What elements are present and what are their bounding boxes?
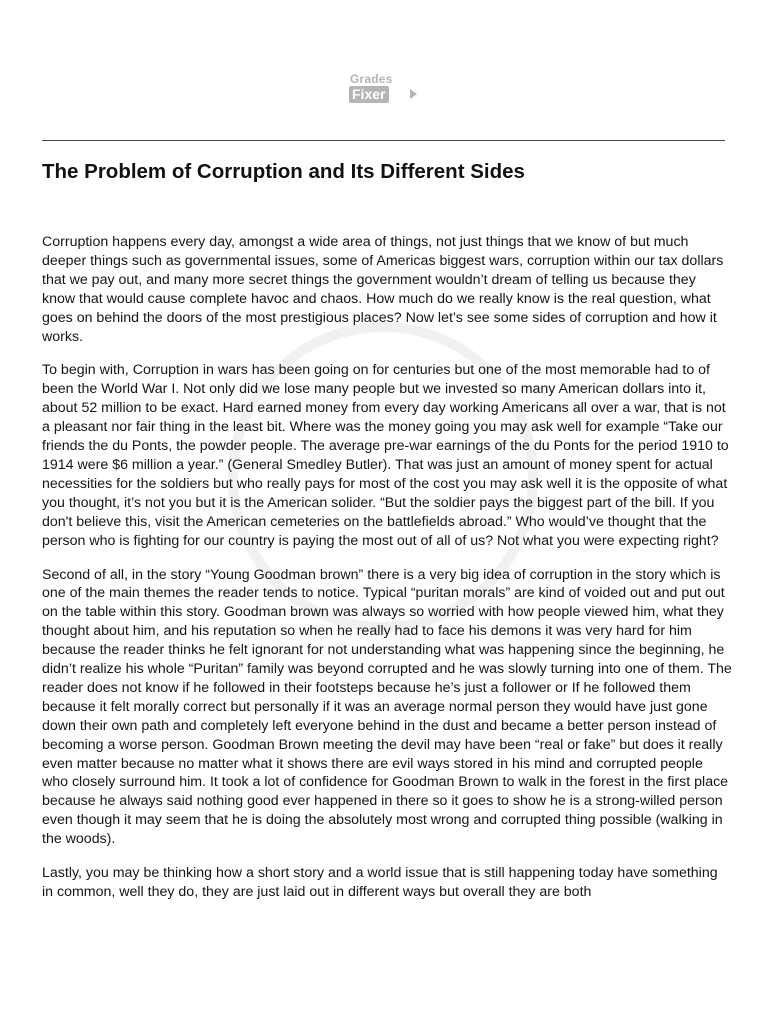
paragraph: Lastly, you may be thinking how a short story and a world issue that is still happening today have something in common, well they do, they are just laid out in different ways but overall they are both — [42, 865, 718, 900]
header-divider — [42, 140, 725, 141]
document-title: The Problem of Corruption and Its Different Sides — [42, 160, 525, 183]
logo-top-text: Grades — [350, 72, 393, 86]
logo-arrow-icon — [410, 89, 417, 99]
paragraph: Second of all, in the story “Young Goodman brown” there is a very big idea of corruption in the story which is one of the main themes the reader tends to notice. Typical “puritan morals” are kind of voided out and put out on the table within this story. Goodman brown was always so worried with how people viewed him, what they thought about him, and his reputation so when he really had to face his demons it was very hard for him because the reader thinks he felt ignorant for not understanding what was happening since the beginning, he didn’t realize his whole “Puritan” family was beyond corrupted and he was slowly turning into one of them. The reader does not know if he followed in their footsteps because he’s just a follower or If he followed them because it felt morally correct but personally if it was an average normal person they would have just gone down their own path and completely left everyone behind in the dust and became a better person instead of becoming a worse person. Goodman Brown meeting the devil may have been “real or fake” but does it really even matter because no matter what it shows there are evil ways stored in his mind and corrupted people who closely surround him. It took a lot of confidence for Goodman Brown to walk in the forest in the first place because he always said nothing good ever happened in there so it goes to show he is a strong-willed person even though it may seem that he is doing the absolutely most wrong and corrupted thing possible (walking in the woods). — [42, 566, 732, 848]
logo-box-text: Fixer — [349, 86, 389, 103]
paragraph: To begin with, Corruption in wars has been going on for centuries but one of the most memorable had to of been the World War I. Not only did we lose many people but we invested so many American dollars into it, about 52 million to be exact. Hard earned money from every day working Americans all over a war, that is not a pleasant nor fair thing in the least bit. Where was the money going you may ask well for example “Take our friends the du Ponts, the powder people. The average pre-war earnings of the du Ponts for the period 1910 to 1914 were $6 million a year.” (General Smedley Butler). That was just an amount of money spent for actual necessities for the soldiers but who really pays for most of the cost you may ask well it is the opposite of what you thought, it’s not you but it is the American solider. “But the soldier pays the biggest part of the bill. If you don't believe this, visit the American cemeteries on the battlefields abroad.” Who would’ve thought that the person who is fighting for our country is paying the most out of all of us? Not what you were expecting right? — [42, 362, 729, 549]
paragraph: Corruption happens every day, amongst a wide area of things, not just things that we know of but much deeper things such as governmental issues, some of Americas biggest wars, corruption within our tax dollars that we pay out, and many more secret things the government wouldn’t dream of telling us because they know that would cause complete havoc and chaos. How much do we really know is the real question, what goes on behind the doors of the most prestigious places? Now let’s see some sides of corruption and how it works. — [42, 234, 724, 345]
document-body — [42, 233, 732, 917]
